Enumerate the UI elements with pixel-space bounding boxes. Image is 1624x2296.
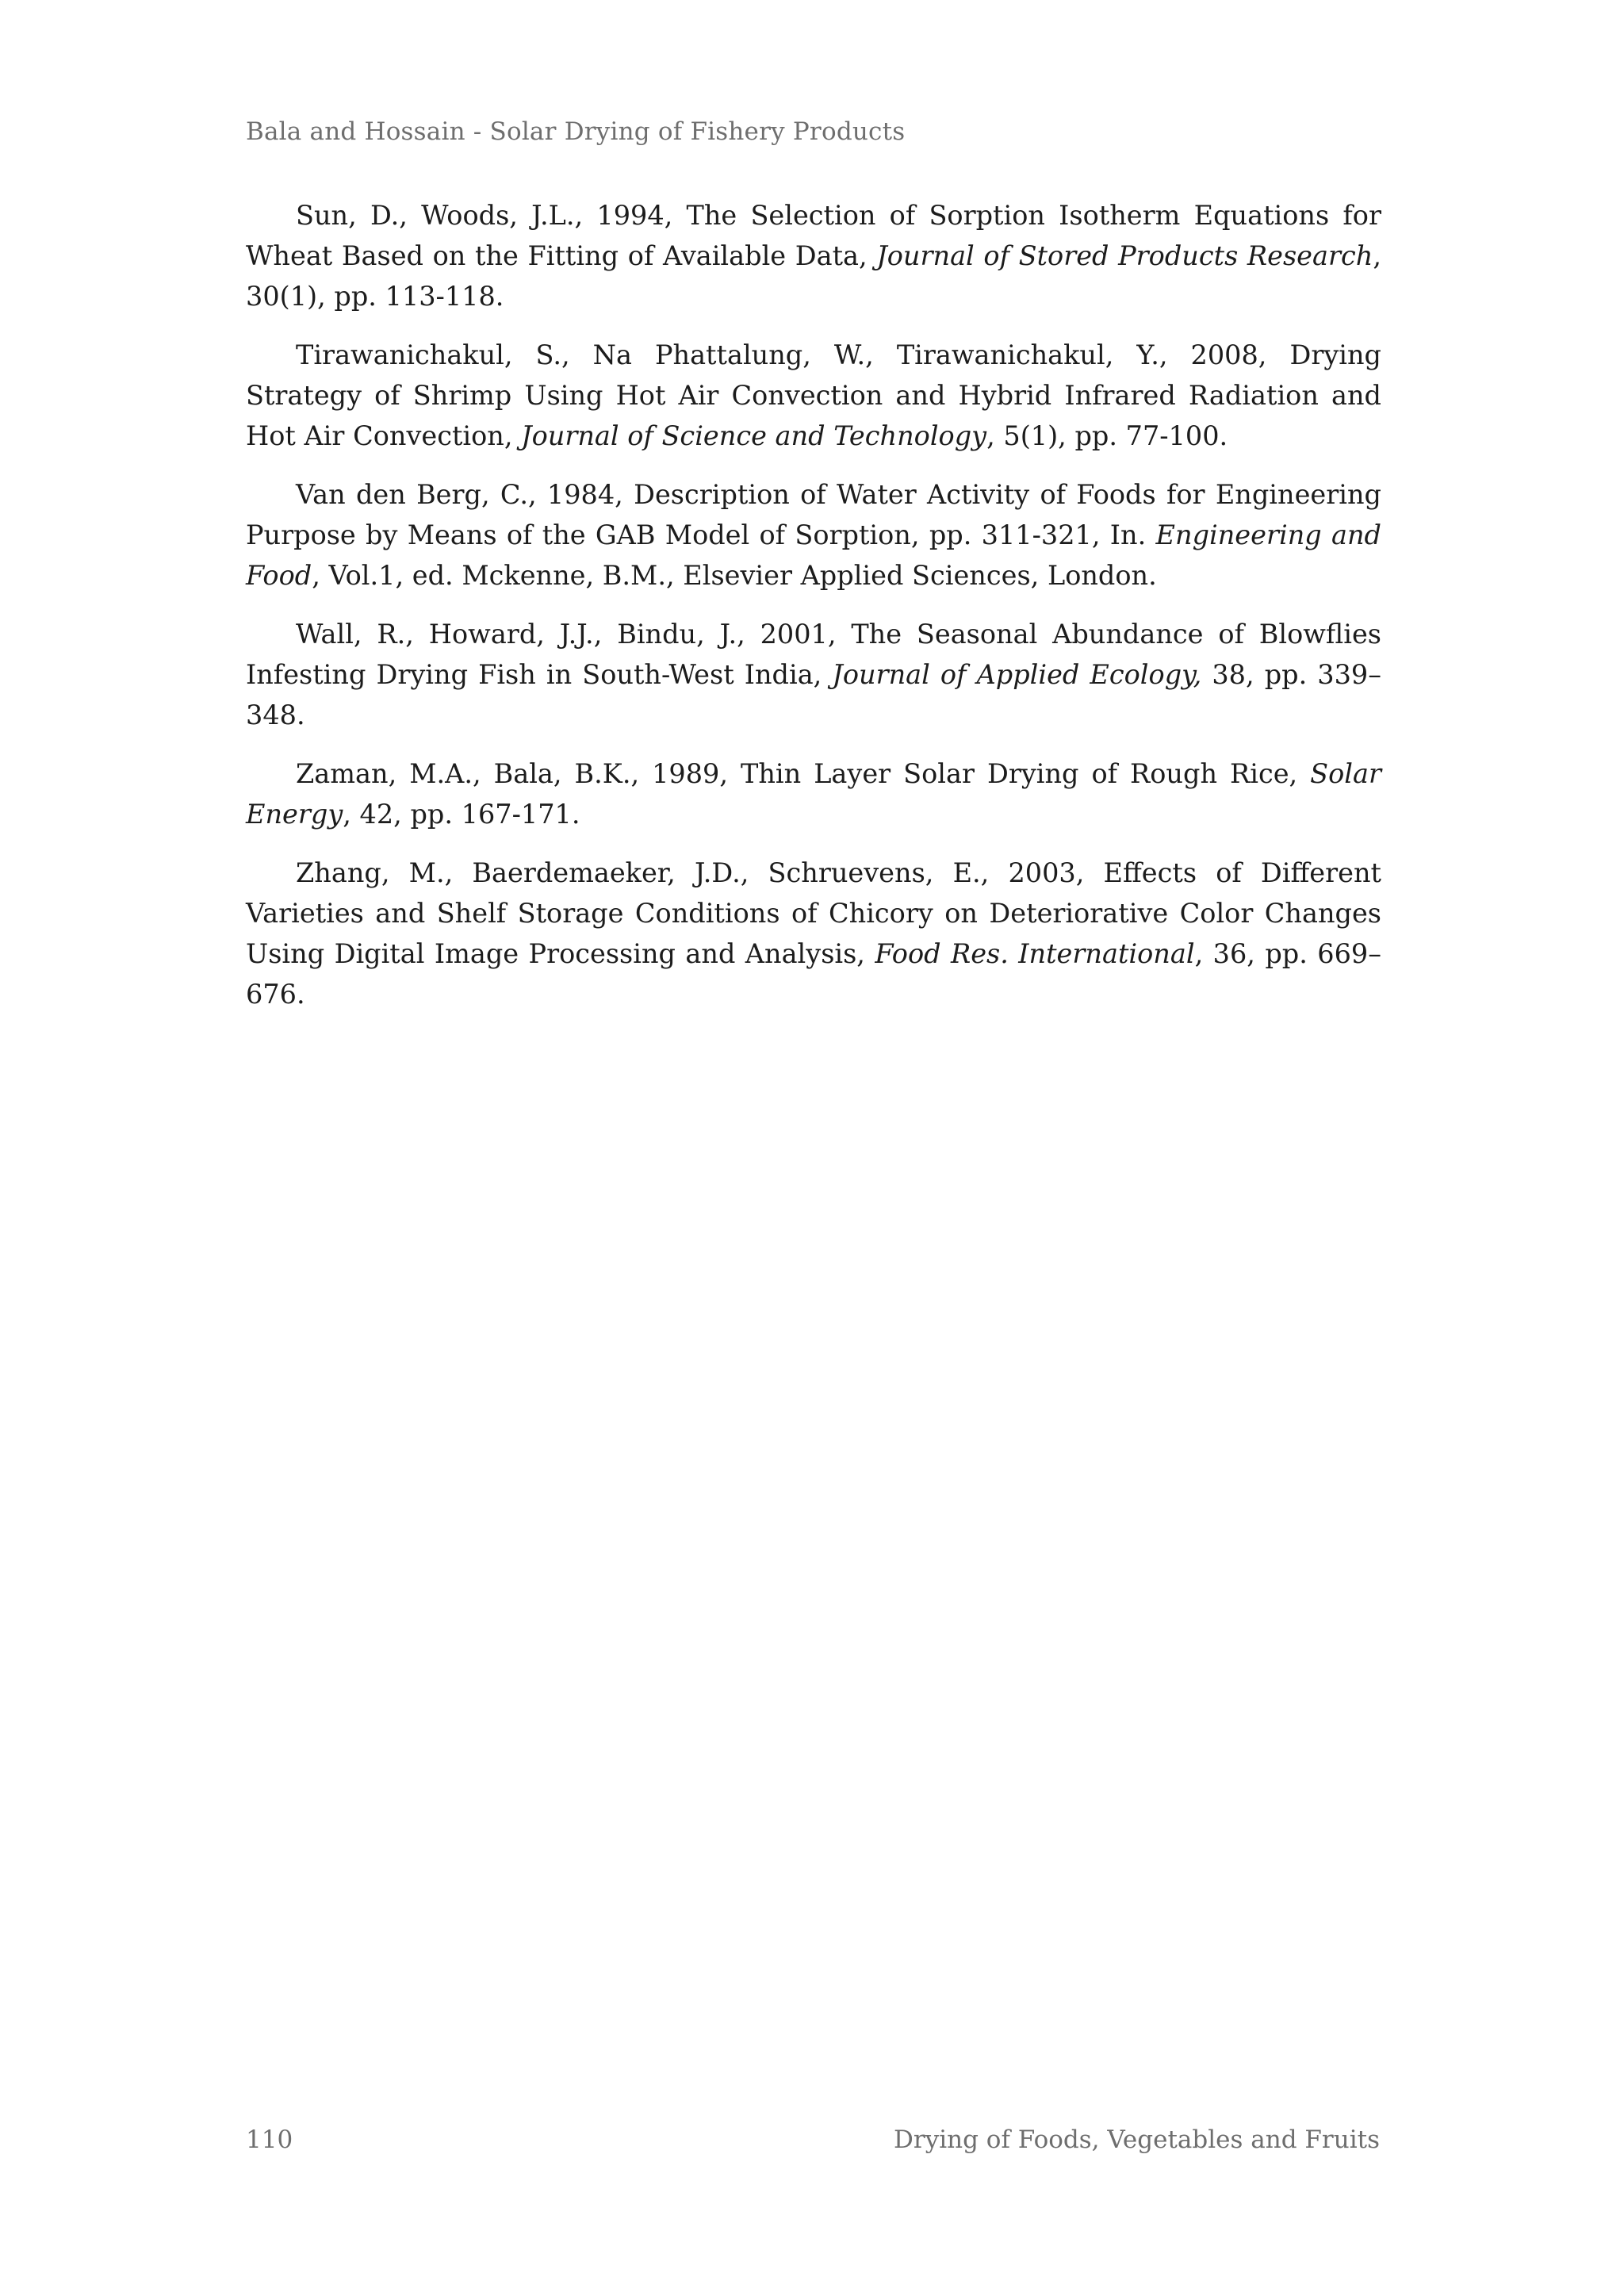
reference-journal: Engineering and Food xyxy=(246,519,1381,591)
book-title-footer: Drying of Foods, Vegetables and Fruits xyxy=(894,2125,1380,2154)
reference-journal: Solar Energy xyxy=(246,758,1381,830)
reference-journal: Food Res. International xyxy=(875,938,1195,969)
reference-details: , 5(1), pp. 77-100. xyxy=(986,420,1228,451)
reference-details: , Vol.1, ed. Mckenne, B.M., Elsevier Applied Sciences, London. xyxy=(312,560,1157,591)
reference-journal: Journal of Applied Ecology, xyxy=(832,659,1202,690)
reference-text: Sun, D., Woods, J.L., 1994, The Selection of Sorption Isotherm Equations for Wheat Based on the Fitting of Available Data, xyxy=(246,200,1381,271)
reference-journal: Journal of Science and Technology xyxy=(521,420,987,451)
running-header: Bala and Hossain - Solar Drying of Fishery Products xyxy=(246,117,906,146)
reference-details: , 36, pp. 669–676. xyxy=(246,938,1381,1010)
reference-entry xyxy=(246,335,1381,456)
reference-entry xyxy=(246,195,1381,316)
reference-journal: Journal of Stored Products Research xyxy=(876,240,1373,271)
reference-entry xyxy=(246,853,1381,1014)
reference-entry xyxy=(246,753,1381,834)
reference-text: Van den Berg, C., 1984, Description of Water Activity of Foods for Engineering Purpose by Means of the GAB Model of Sorption, pp. 311-321, In. xyxy=(246,479,1381,550)
page-number: 110 xyxy=(246,2125,293,2154)
reference-text: Zaman, M.A., Bala, B.K., 1989, Thin Layer Solar Drying of Rough Rice, xyxy=(296,758,1311,789)
reference-text: Wall, R., Howard, J.J., Bindu, J., 2001, The Seasonal Abundance of Blowflies Infesting Drying Fish in South-West India, xyxy=(246,619,1381,690)
reference-entry xyxy=(246,614,1381,735)
reference-text: Tirawanichakul, S., Na Phattalung, W., Tirawanichakul, Y., 2008, Drying Strategy of Shrimp Using Hot Air Convection and Hybrid Infrared Radiation and Hot Air Convection, xyxy=(246,339,1381,451)
reference-details: , 42, pp. 167-171. xyxy=(343,799,580,830)
reference-entry xyxy=(246,474,1381,596)
reference-text: Zhang, M., Baerdemaeker, J.D., Schruevens, E., 2003, Effects of Different Varieties and Shelf Storage Conditions of Chicory on Deteriorative Color Changes Using Digital Image Processing and Analysis, xyxy=(246,857,1381,969)
reference-details: , 30(1), pp. 113-118. xyxy=(246,240,1381,312)
reference-details: 38, pp. 339–348. xyxy=(246,659,1381,730)
reference-list xyxy=(246,195,1381,1033)
